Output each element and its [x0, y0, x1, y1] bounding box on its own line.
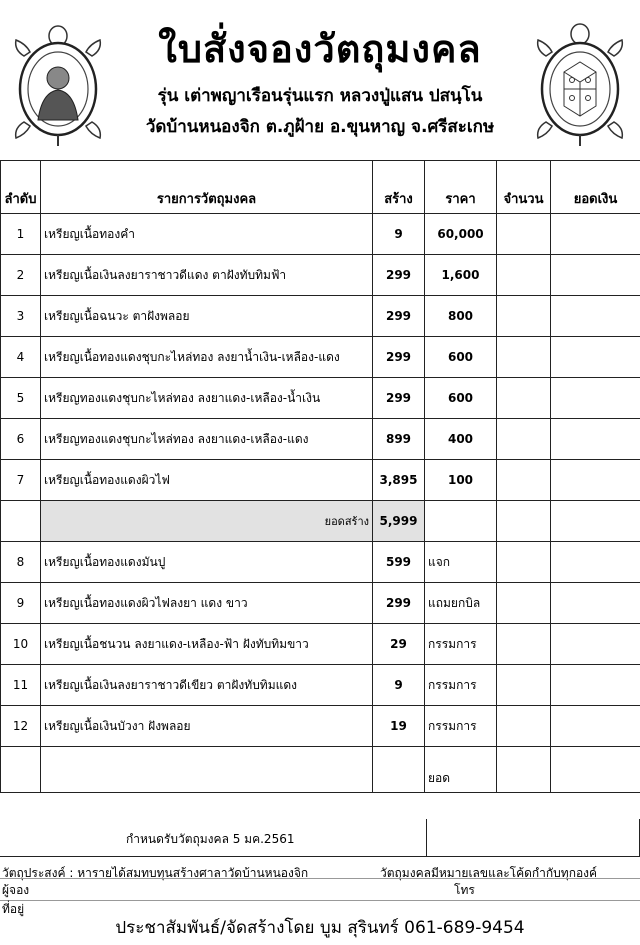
header-made: สร้าง [373, 161, 425, 214]
row-price: 600 [425, 337, 497, 378]
divider [0, 856, 640, 879]
blank-cell [1, 501, 41, 542]
row-made: 899 [373, 419, 425, 460]
row-amount-cell[interactable] [551, 378, 640, 419]
blank-cell [425, 501, 497, 542]
row-no: 5 [1, 378, 41, 419]
row-amount-cell[interactable] [551, 583, 640, 624]
row-no: 8 [1, 542, 41, 583]
blank-cell [497, 501, 551, 542]
row-no: 11 [1, 665, 41, 706]
row-quantity-cell[interactable] [497, 460, 551, 501]
row-item: เหรียญเนื้อทองคำ [41, 214, 373, 255]
row-item: เหรียญเนื้อทองแดงผิวไฟลงยา แดง ขาว [41, 583, 373, 624]
row-item: เหรียญเนื้อเงินบัวงา ฝังพลอย [41, 706, 373, 747]
row-quantity-cell[interactable] [497, 337, 551, 378]
row-amount-cell[interactable] [551, 296, 640, 337]
header-quantity: จำนวน [497, 161, 551, 214]
table-row [1, 542, 640, 583]
row-item: เหรียญเนื้อเงินลงยาราชาวดีเขียว ตาฝังทับทิมแดง [41, 665, 373, 706]
row-price: 100 [425, 460, 497, 501]
row-quantity-cell[interactable] [497, 706, 551, 747]
row-item: เหรียญทองแดงชุบกะไหล่ทอง ลงยาแดง-เหลือง-แดง [41, 419, 373, 460]
total-amount-cell[interactable] [551, 747, 640, 793]
row-quantity-cell[interactable] [497, 583, 551, 624]
row-item: เหรียญเนื้อทองแดงมันปู [41, 542, 373, 583]
row-price-note: กรรมการ [425, 706, 497, 747]
blank-cell [1, 747, 41, 793]
row-no: 9 [1, 583, 41, 624]
table-row [1, 460, 640, 501]
table-row [1, 296, 640, 337]
subtotal-row [1, 501, 640, 542]
row-quantity-cell[interactable] [497, 378, 551, 419]
table-header-row [1, 161, 640, 214]
row-price-note: กรรมการ [425, 665, 497, 706]
row-quantity-cell[interactable] [497, 214, 551, 255]
row-amount-cell[interactable] [551, 255, 640, 296]
row-made: 9 [373, 665, 425, 706]
row-amount-cell[interactable] [551, 624, 640, 665]
total-quantity-cell[interactable] [497, 747, 551, 793]
booker-line[interactable] [0, 878, 640, 901]
row-quantity-cell[interactable] [497, 419, 551, 460]
row-price-note: แถมยกบิล [425, 583, 497, 624]
serial-note: วัตถุมงคลมีหมายเลขและโค้ดกำกับทุกองค์ [380, 866, 598, 880]
table-row [1, 337, 640, 378]
row-item: เหรียญทองแดงชุบกะไหล่ทอง ลงยาแดง-เหลือง-น้ำเงิน [41, 378, 373, 419]
row-price: 600 [425, 378, 497, 419]
order-form-header [0, 0, 640, 160]
credit-line: ประชาสัมพันธ์/จัดสร้างโดย บูม สุรินทร์ 061-689-9454 [115, 918, 525, 938]
row-made: 19 [373, 706, 425, 747]
table-row [1, 419, 640, 460]
row-no: 4 [1, 337, 41, 378]
row-quantity-cell[interactable] [497, 542, 551, 583]
table-row [1, 665, 640, 706]
row-made: 3,895 [373, 460, 425, 501]
grand-total-box[interactable] [426, 819, 640, 857]
row-amount-cell[interactable] [551, 460, 640, 501]
table-row [1, 378, 640, 419]
row-price-note: กรรมการ [425, 624, 497, 665]
header-item: รายการวัตถุมงคล [41, 161, 373, 214]
row-no: 10 [1, 624, 41, 665]
address-line[interactable] [0, 900, 640, 914]
total-label: ยอด [425, 747, 497, 793]
order-table [0, 160, 640, 793]
row-amount-cell[interactable] [551, 665, 640, 706]
row-made: 299 [373, 337, 425, 378]
header-no: ลำดับ [1, 161, 41, 214]
table-row [1, 255, 640, 296]
row-amount-cell[interactable] [551, 542, 640, 583]
table-row [1, 706, 640, 747]
address-label: ที่อยู่ [2, 902, 25, 916]
header-amount: ยอดเงิน [551, 161, 640, 214]
row-quantity-cell[interactable] [497, 665, 551, 706]
deadline-row [0, 820, 640, 857]
total-row [1, 747, 640, 793]
turtle-back-logo [534, 22, 626, 150]
row-quantity-cell[interactable] [497, 255, 551, 296]
row-no: 1 [1, 214, 41, 255]
row-price: 60,000 [425, 214, 497, 255]
header-price: ราคา [425, 161, 497, 214]
blank-cell [373, 747, 425, 793]
edition-subtitle: รุ่น เต่าพญาเรือนรุ่นแรก หลวงปู่แสน ปสนฺโน [157, 86, 483, 106]
subtotal-value: 5,999 [373, 501, 425, 542]
purpose-text: วัตถุประสงค์ : หารายได้สมทบทุนสร้างศาลาวัดบ้านหนองจิก [2, 866, 309, 880]
row-quantity-cell[interactable] [497, 624, 551, 665]
booker-label: ผู้จอง [2, 883, 30, 897]
row-quantity-cell[interactable] [497, 296, 551, 337]
temple-address: วัดบ้านหนองจิก ต.ภูฝ้าย อ.ขุนหาญ จ.ศรีสะเกษ [145, 117, 495, 137]
monk-medal-logo [12, 22, 104, 150]
row-amount-cell[interactable] [551, 214, 640, 255]
subtotal-label: ยอดสร้าง [41, 501, 373, 542]
row-no: 12 [1, 706, 41, 747]
table-row [1, 214, 640, 255]
row-made: 9 [373, 214, 425, 255]
row-item: เหรียญเนื้อทองแดงผิวไฟ [41, 460, 373, 501]
row-made: 299 [373, 255, 425, 296]
row-no: 3 [1, 296, 41, 337]
phone-label: โทร [454, 883, 475, 897]
row-no: 6 [1, 419, 41, 460]
row-item: เหรียญเนื้อทองแดงชุบกะไหล่ทอง ลงยาน้ำเงิน-เหลือง-แดง [41, 337, 373, 378]
form-title: ใบสั่งจองวัตถุมงคล [158, 27, 482, 71]
row-no: 2 [1, 255, 41, 296]
row-item: เหรียญเนื้อฉนวะ ตาฝังพลอย [41, 296, 373, 337]
row-made: 599 [373, 542, 425, 583]
blank-cell [41, 747, 373, 793]
row-made: 299 [373, 378, 425, 419]
row-amount-cell[interactable] [551, 337, 640, 378]
row-item: เหรียญเนื้อเงินลงยาราชาวดีแดง ตาฝังทับทิมฟ้า [41, 255, 373, 296]
row-price: 800 [425, 296, 497, 337]
table-row [1, 624, 640, 665]
row-made: 29 [373, 624, 425, 665]
row-price: 400 [425, 419, 497, 460]
row-made: 299 [373, 296, 425, 337]
row-no: 7 [1, 460, 41, 501]
pickup-deadline: กำหนดรับวัตถุมงคล 5 มค.2561 [126, 832, 295, 846]
row-item: เหรียญเนื้อชนวน ลงยาแดง-เหลือง-ฟ้า ฝังทับทิมขาว [41, 624, 373, 665]
row-amount-cell[interactable] [551, 419, 640, 460]
table-row [1, 583, 640, 624]
row-amount-cell[interactable] [551, 706, 640, 747]
row-price-note: แจก [425, 542, 497, 583]
row-price: 1,600 [425, 255, 497, 296]
row-made: 299 [373, 583, 425, 624]
blank-cell [551, 501, 640, 542]
